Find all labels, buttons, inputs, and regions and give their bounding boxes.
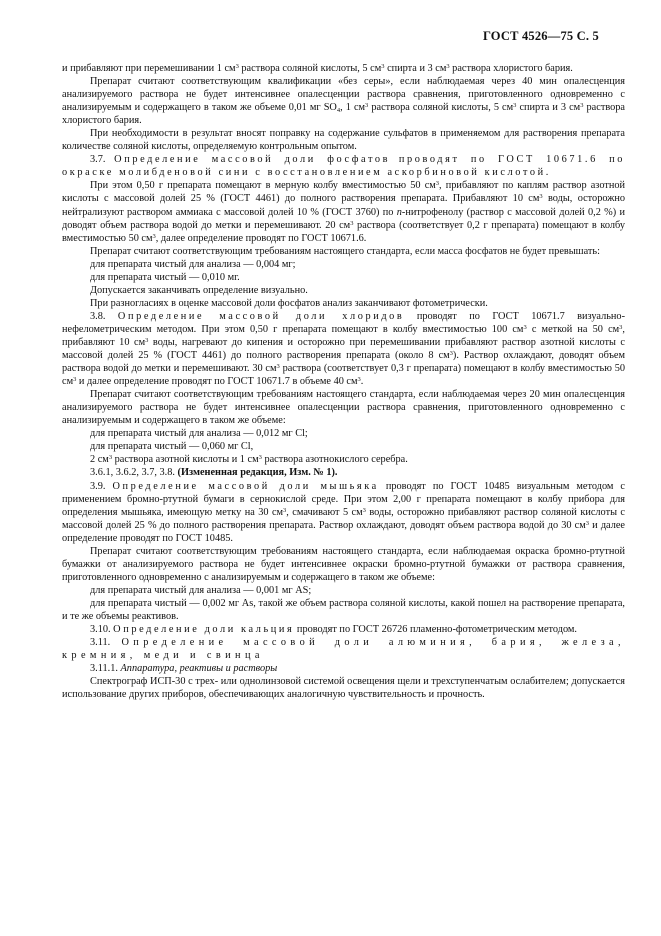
section-3-7: 3.7. Определение массовой доли фосфатов проводят по ГОСТ 10671.6 по окраске молибденовой сини с восстановлением аскорбиновой кислотой. (62, 154, 626, 179)
paragraph-19: для препарата чистый для анализа — 0,001 мг AS; (90, 584, 312, 596)
paragraph-5: При этом 0,50 г препарата помещают в мерную колбу вместимостью 50 $см^3$, прибавляют по каплям раствор азотной кислоты с массовой долей 25 % (ГОСТ 4461) до полного растворения препарата. Прибавляют 10 $см^3$ воды, осторожно нейтрализуют раствором аммиака с массовой долей 10 % (ГОСТ 3760) по n-нитрофенолу (раствор с массовой долей 0,2 %) и доводят объем раствора водой до метки и перемешивают. 20 $см^3$ раствора (соответствует 0,2 г препарата) помещают в колбу вместимостью 50 $см^3$, далее определение проводят по ГОСТ 10671.6. (62, 180, 626, 244)
document-body (62, 62, 625, 701)
paragraph-13: для препарата чистый для анализа — 0,012 мг Cl; (90, 428, 308, 440)
page-header (483, 29, 599, 44)
document-header-title: ГОСТ 4526—75 С. 5 (482, 29, 599, 43)
section-3-8: 3.8. Определение массовой доли хлоридов проводят по ГОСТ 10671.7 визуально-нефелометрическим методом. При этом 0,50 г препарата помещают в колбу вместимостью 100 $см^3$ с меткой на 50 $см^3$, прибавляют 10 $см^3$ воды, нагревают до кипения и осторожно при перемешивании прибавляют раствор азотной кислоты с массовой долей 25 % (ГОСТ 4461) до полного растворения препарата (около 8 $см^3$). Раствор охлаждают, доводят объем раствора водой до метки и перемешивают. 30 $см^3$ раствора (соответствует 0,3 г препарата) помещают в колбу вместимостью 50 $см^3$ и далее определение проводят по ГОСТ 10671.7 в объеме 40 $см^3$. (62, 310, 626, 388)
paragraph-20: для препарата чистый — 0,002 мг As, такой же объем раствора соляной кислоты, какой пошел на растворение препарата, и те же объемы реактивов. (62, 597, 625, 622)
paragraph-9: Допускается заканчивать определение визуально. (90, 284, 308, 296)
paragraph-8: для препарата чистый — 0,010 мг. (90, 271, 240, 283)
paragraph-7: для препарата чистый для анализа — 0,004 мг; (90, 258, 296, 270)
section-3-10: 3.10. Определение доли кальция проводят по ГОСТ 26726 пламенно-фотометрическим методом. (90, 624, 578, 636)
section-3-11: 3.11. Определение массовой доли алюминия, бария, железа, кремния, меди и свинца (62, 637, 625, 662)
section-3-9: 3.9. Определение массовой доли мышьяка проводят по ГОСТ 10485 визуальным методом с применением бромно-ртутной бумаги в сернокислой среде. При этом 2,00 г препарата помещают в колбу прибора для определения мышьяка, имеющую метку на 30 $см^3$, смачивают 5 $см^3$ воды, осторожно прибавляют раствор соляной кислоты с массовой долей 25 % до полного растворения препарата. Раствор охлаждают, доводят объем раствора водой до 30 $см^3$ и далее определение проводят по ГОСТ 10485. (62, 480, 625, 544)
paragraph-10: При разногласиях в оценке массовой доли фосфатов анализ заканчивают фотометрически. (90, 297, 488, 309)
paragraph-1: и прибавляют при перемешивании 1 $см^3$ раствора соляной кислоты, 5 $см^3$ спирта и 3 $см^3$ раствора хлористого бария. (62, 63, 573, 74)
paragraph-18: Препарат считают соответствующим требованиям настоящего стандарта, если наблюдаемая окраска бромно-ртутной бумажки от анализируемого раствора не будет интенсивнее окраски бромно-ртутной бумажки от раствора сравнения, приготовленного одновременно с анализируемым и содержащего в таком же объеме: (62, 545, 625, 583)
paragraph-14: для препарата чистый — 0,060 мг Cl, (90, 441, 254, 453)
section-3-11-1: 3.11.1. Аппаратура, реактивы и растворы (90, 663, 278, 675)
paragraph-2: Препарат считают соответствующим квалификации «без серы», если наблюдаемая через 40 мин опалесценция анализируемого раствора не будет интенсивнее опалесценции раствора сравнения, приготовленного одновременно с анализируемым и содержащего в таком же объеме 0,01 мг $SO_4$, 1 $см^3$ раствора соляной кислоты, 5 $см^3$ спирта и 3 $см^3$ раствора хлористого бария. (62, 76, 625, 127)
paragraph-24: Спектрограф ИСП-30 с трех- или однолинзовой системой освещения щели и трехступенчатым ослабителем; допускается использование других приборов, обеспечивающих аналогичную чувствительность и прочность. (62, 676, 625, 701)
paragraph-6: Препарат считают соответствующим требованиям настоящего стандарта, если масса фосфатов не будет превышать: (90, 245, 600, 257)
revision-note: 3.6.1, 3.6.2, 3.7, 3.8. (Измененная редакция, Изм. № 1). (90, 467, 338, 479)
paragraph-15: 2 $см^3$ раствора азотной кислоты и 1 $см^3$ раствора азотнокислого серебра. (90, 454, 408, 466)
paragraph-12: Препарат считают соответствующим требованиям настоящего стандарта, если наблюдаемая через 20 мин опалесценция анализируемого раствора не будет интенсивнее опалесценции раствора сравнения, приготовленного одновременно с анализируемым и содержащего в таком же объеме: (62, 389, 625, 427)
paragraph-3: При необходимости в результат вносят поправку на содержание сульфатов в применяемом для растворения препарата количестве соляной кислоты, определяемую контрольным опытом. (62, 128, 625, 153)
